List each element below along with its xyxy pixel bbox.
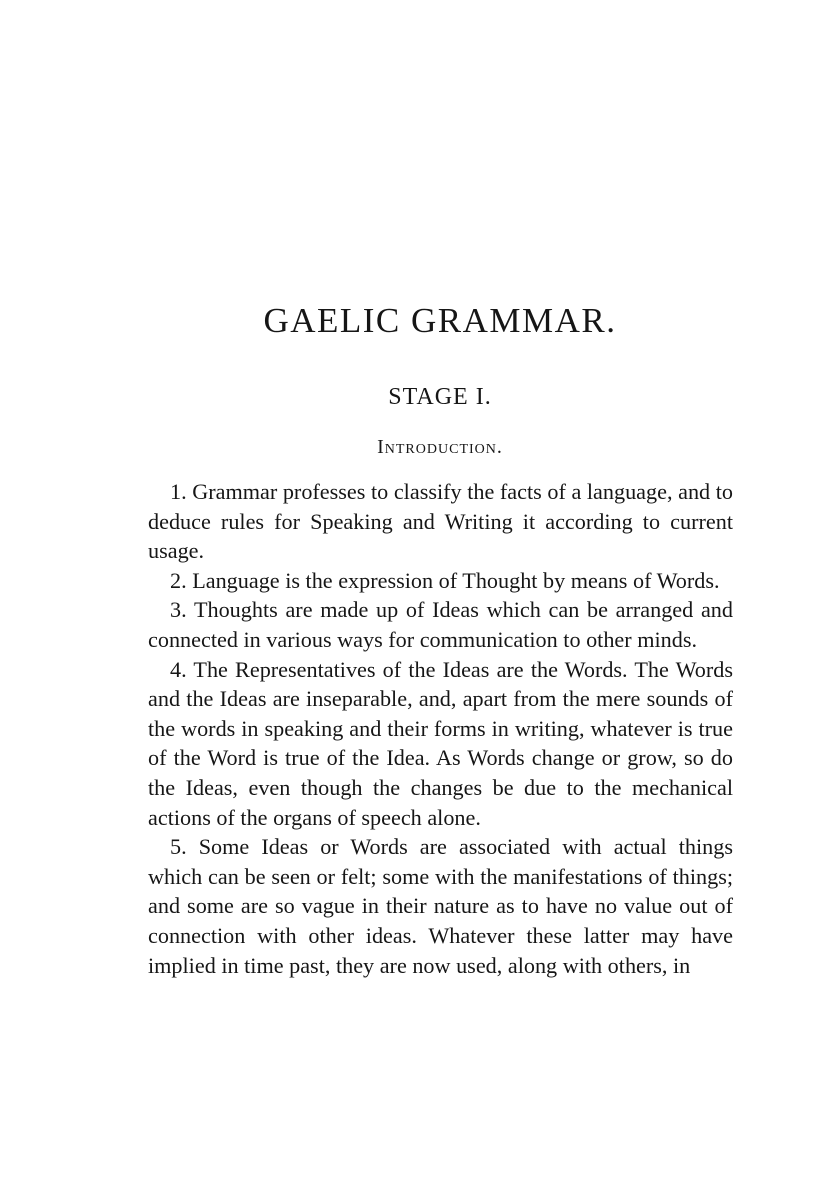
body-text bbox=[148, 477, 733, 980]
paragraph-4: 4. The Representatives of the Ideas are the Words. The Words and the Ideas are inseparable, and, apart from the mere sounds of the words in speaking and their forms in writing, whatever is true of the Word is true of the Idea. As Words change or grow, so do the Ideas, even though the changes be due to the mechanical actions of the organs of speech alone. bbox=[148, 656, 733, 830]
stage-heading: STAGE I. bbox=[388, 384, 492, 410]
section-subtitle: Introduction. bbox=[377, 436, 503, 458]
paragraph-1: 1. Grammar professes to classify the facts of a language, and to deduce rules for Speaking and Writing it according to current usage. bbox=[148, 479, 733, 564]
paragraph-3: 3. Thoughts are made up of Ideas which can be arranged and connected in various ways for communication to other minds. bbox=[148, 597, 733, 652]
paragraph-2: 2. Language is the expression of Thought by means of Words. bbox=[170, 567, 720, 593]
page-title: GAELIC GRAMMAR. bbox=[263, 301, 617, 340]
paragraph-5: 5. Some Ideas or Words are associated with actual things which can be seen or felt; some with the manifestations of things; and some are so vague in their nature as to have no value out of connection with other ideas. Whatever these latter may have implied in time past, they are now used, along with others, in bbox=[148, 834, 733, 978]
